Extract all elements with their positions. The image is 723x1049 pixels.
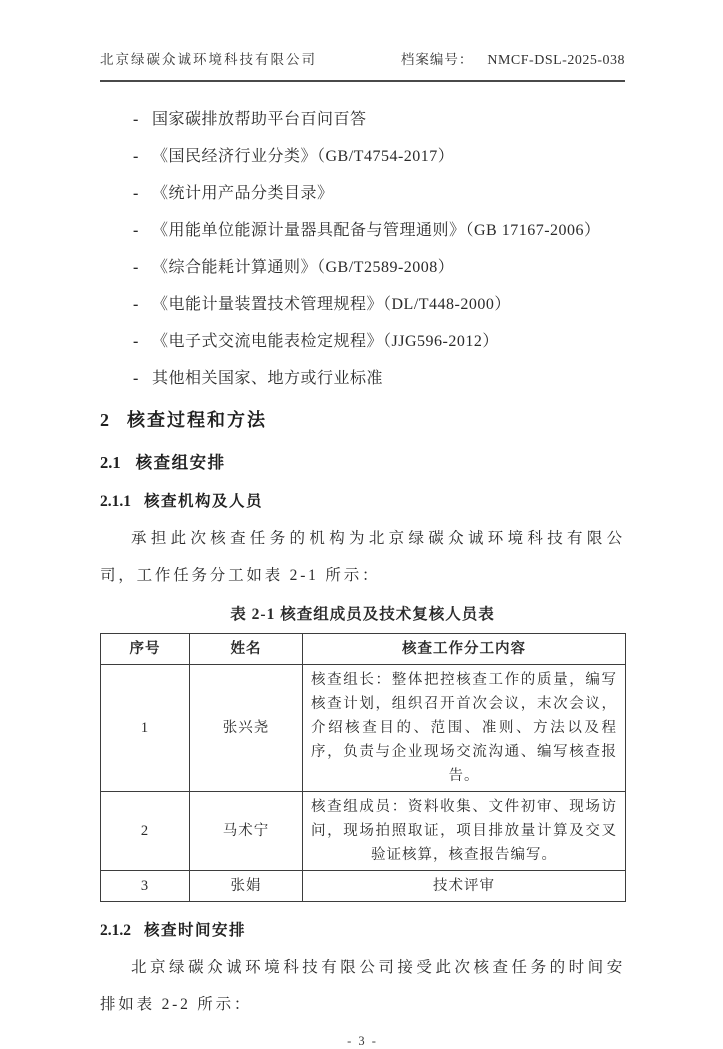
verification-team-table xyxy=(100,633,626,902)
list-item xyxy=(100,145,625,168)
cell-name: 张娟 xyxy=(190,871,303,902)
cell-no: 3 xyxy=(101,871,190,902)
cell-duty: 核查组成员：资料收集、文件初审、现场访问，现场拍照取证，项目排放量计算及交叉验证核算，核查报告编写。 xyxy=(303,792,626,871)
archive-number: NMCF-DSL-2025-038 xyxy=(487,53,625,68)
list-item xyxy=(100,330,625,353)
table-row xyxy=(101,871,626,902)
table-row xyxy=(101,792,626,871)
cell-name: 张兴尧 xyxy=(190,665,303,792)
section-number: 2 xyxy=(100,410,109,430)
cell-name: 马术宁 xyxy=(190,792,303,871)
cell-duty: 技术评审 xyxy=(303,871,626,902)
list-dash: - xyxy=(133,370,139,387)
section-title: 核查机构及人员 xyxy=(144,493,264,510)
reference-text: 《综合能耗计算通则》（GB/T2589-2008） xyxy=(152,259,455,276)
reference-text: 《用能单位能源计量器具配备与管理通则》（GB 17167-2006） xyxy=(152,222,601,239)
archive-label: 档案编号： xyxy=(400,52,474,67)
archive-number-group xyxy=(401,48,625,69)
section-heading-2-1 xyxy=(100,449,625,473)
reference-text: 《统计用产品分类目录》 xyxy=(152,185,334,202)
page-number: - 3 - xyxy=(347,1034,378,1048)
list-dash: - xyxy=(133,296,139,313)
section-title: 核查组安排 xyxy=(135,453,226,472)
cell-no: 2 xyxy=(101,792,190,871)
cell-no: 1 xyxy=(101,665,190,792)
section-number: 2.1.1 xyxy=(100,493,131,510)
col-header-duty: 核查工作分工内容 xyxy=(303,634,626,665)
list-item xyxy=(100,367,625,390)
section-heading-2 xyxy=(100,406,625,432)
reference-text: 《电能计量装置技术管理规程》（DL/T448-2000） xyxy=(152,296,511,313)
company-name: 北京绿碳众诚环境科技有限公司 xyxy=(100,52,317,67)
list-item xyxy=(100,108,625,131)
reference-text: 其他相关国家、地方或行业标准 xyxy=(152,370,384,387)
list-dash: - xyxy=(133,222,139,239)
reference-text: 国家碳排放帮助平台百问百答 xyxy=(152,111,367,128)
list-dash: - xyxy=(133,185,139,202)
section-number: 2.1 xyxy=(100,453,121,472)
list-dash: - xyxy=(133,333,139,350)
list-item xyxy=(100,219,625,242)
section-title: 核查过程和方法 xyxy=(127,410,267,430)
col-header-no: 序号 xyxy=(101,634,190,665)
section-title: 核查时间安排 xyxy=(144,922,247,939)
paragraph-2-1-1: 承担此次核查任务的机构为北京绿碳众诚环境科技有限公司，工作任务分工如表 2-1 所示： xyxy=(100,530,625,584)
reference-text: 《电子式交流电能表检定规程》（JJG596-2012） xyxy=(152,333,499,350)
reference-text: 《国民经济行业分类》（GB/T4754-2017） xyxy=(152,148,455,165)
list-item xyxy=(100,293,625,316)
section-heading-2-1-1 xyxy=(100,489,625,511)
table-header-row xyxy=(101,634,626,665)
paragraph-2-1-2: 北京绿碳众诚环境科技有限公司接受此次核查任务的时间安排如表 2-2 所示： xyxy=(100,959,625,1013)
cell-duty: 核查组长：整体把控核查工作的质量，编写核查计划，组织召开首次会议，末次会议，介绍核查目的、范围、准则、方法以及程序，负责与企业现场交流沟通、编写核查报告。 xyxy=(303,665,626,792)
table-row xyxy=(101,665,626,792)
list-item xyxy=(100,256,625,279)
list-dash: - xyxy=(133,148,139,165)
reference-list xyxy=(100,108,625,390)
col-header-name: 姓名 xyxy=(190,634,303,665)
section-number: 2.1.2 xyxy=(100,922,131,939)
table-caption: 表 2-1 核查组成员及技术复核人员表 xyxy=(230,606,495,623)
page-header xyxy=(100,48,625,82)
list-item xyxy=(100,182,625,205)
list-dash: - xyxy=(133,111,139,128)
section-heading-2-1-2 xyxy=(100,918,625,940)
list-dash: - xyxy=(133,259,139,276)
